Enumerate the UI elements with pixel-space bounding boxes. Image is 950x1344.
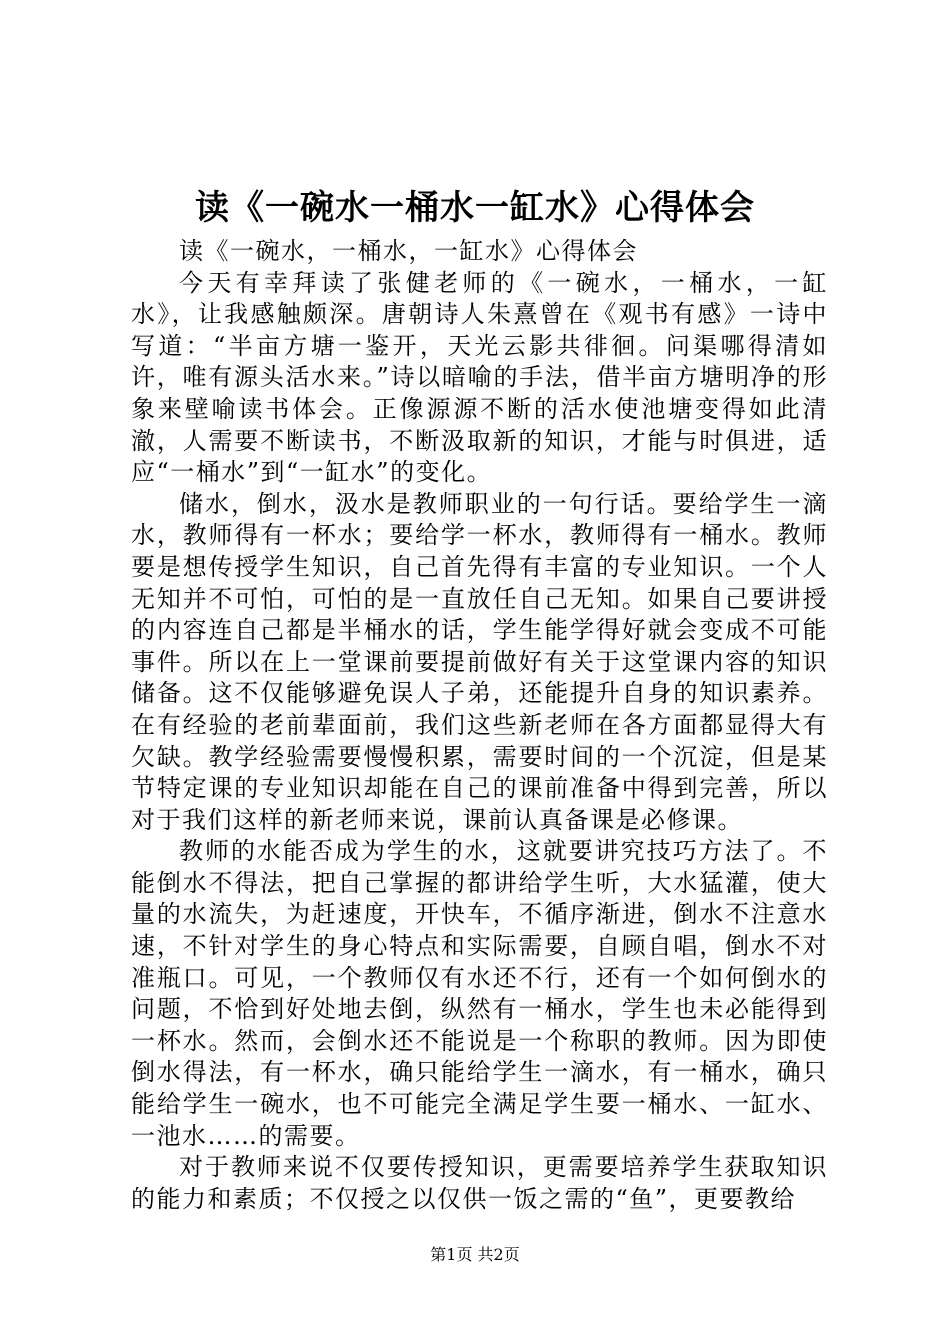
document-title: 读《一碗水一桶水一缸水》心得体会 bbox=[195, 188, 755, 228]
paragraph: 今天有幸拜读了张健老师的《一碗水，一桶水，一缸水》，让我感触颇深。唐朝诗人朱熹曾在《观书有感》一诗中写道：“半亩方塘一鉴开，天光云影共徘徊。问渠哪得清如许，唯有源头活水来。”诗以暗喻的手法，借半亩方塘明净的形象来壁喻读书体会。正像源源不断的活水使池塘变得如此清澈，人需要不断读书，不断汲取新的知识，才能与时俱进，适应“一桶水”到“一缸水”的变化。 bbox=[131, 268, 828, 487]
paragraph: 对于教师来说不仅要传授知识，更需要培养学生获取知识的能力和素质；不仅授之以仅供一饭之需的“鱼”，更要教给 bbox=[131, 1153, 828, 1213]
document-body bbox=[131, 236, 828, 1215]
paragraph: 教师的水能否成为学生的水，这就要讲究技巧方法了。不能倒水不得法，把自己掌握的都讲给学生听，大水猛灌，使大量的水流失，为赶速度，开快车，不循序渐进，倒水不注意水速，不针对学生的身心特点和实际需要，自顾自唱，倒水不对准瓶口。可见，一个教师仅有水还不行，还有一个如何倒水的问题，不恰到好处地去倒，纵然有一桶水，学生也未必能得到一杯水。然而，会倒水还不能说是一个称职的教师。因为即使倒水得法，有一杯水，确只能给学生一滴水，有一桶水，确只能给学生一碗水，也不可能完全满足学生要一桶水、一缸水、一池水……的需要。 bbox=[131, 837, 828, 1150]
paragraph: 读《一碗水，一桶水，一缸水》心得体会 bbox=[179, 237, 638, 265]
page-number-footer: 第1页 共2页 bbox=[430, 1245, 520, 1264]
paragraph: 储水，倒水，汲水是教师职业的一句行话。要给学生一滴水，教师得有一杯水；要给学一杯水，教师得有一桶水。教师要是想传授学生知识，自己首先得有丰富的专业知识。一个人无知并不可怕，可怕的是一直放任自己无知。如果自己要讲授的内容连自己都是半桶水的话，学生能学得好就会变成不可能事件。所以在上一堂课前要提前做好有关于这堂课内容的知识储备。这不仅能够避免误人子弟，还能提升自身的知识素养。在有经验的老前辈面前，我们这些新老师在各方面都显得大有欠缺。教学经验需要慢慢积累，需要时间的一个沉淀，但是某节特定课的专业知识却能在自己的课前准备中得到完善，所以对于我们这样的新老师来说，课前认真备课是必修课。 bbox=[131, 489, 828, 834]
